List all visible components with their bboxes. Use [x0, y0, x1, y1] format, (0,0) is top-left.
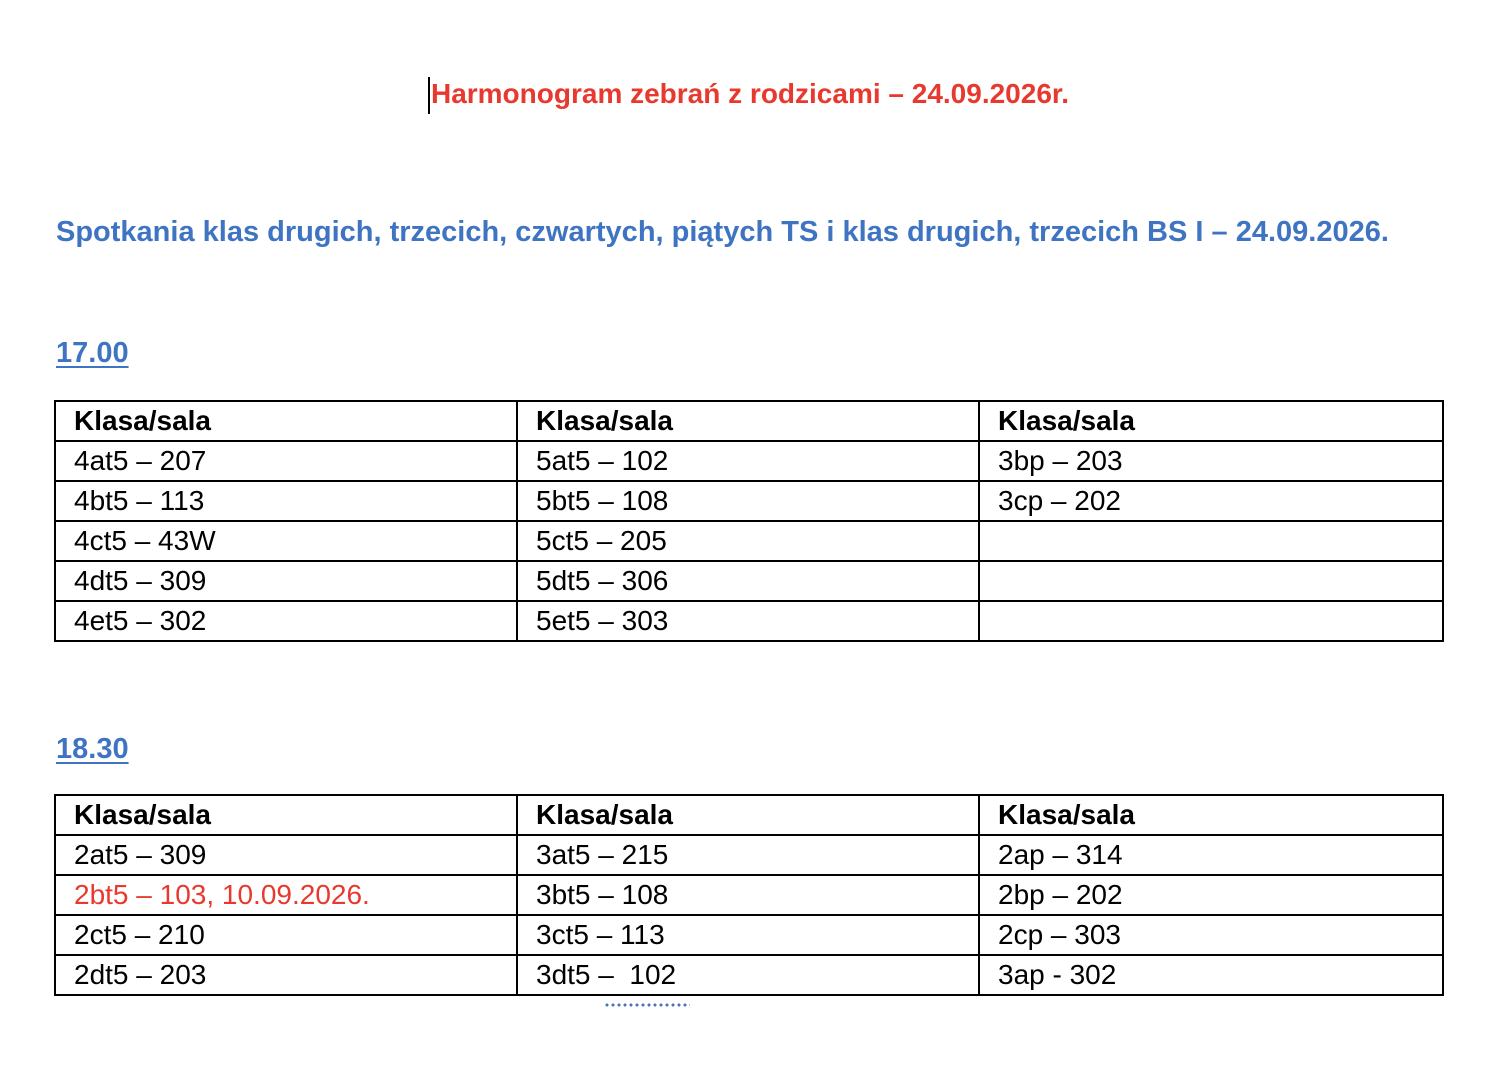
table-row: [55, 521, 1443, 561]
table-cell: 2bp – 202: [979, 875, 1443, 915]
table-cell: 2at5 – 309: [55, 835, 517, 875]
page-title: [0, 72, 1500, 116]
table-row: [55, 441, 1443, 481]
table-cell: 2cp – 303: [979, 915, 1443, 955]
title-text-wrap[interactable]: [431, 72, 1069, 116]
table-cell: 4at5 – 207: [55, 441, 517, 481]
table-row: [55, 835, 1443, 875]
table-cell: 5at5 – 102: [517, 441, 979, 481]
table-cell: 3bt5 – 108: [517, 875, 979, 915]
title-text: Harmonogram zebrań z rodzicami – 24.09.2026r.: [430, 78, 1070, 109]
table-cell: [979, 521, 1443, 561]
table-cell: 4dt5 – 309: [55, 561, 517, 601]
table-cell: 4bt5 – 113: [55, 481, 517, 521]
table-row: [55, 915, 1443, 955]
text-cursor: [428, 77, 430, 114]
table-cell: 5bt5 – 108: [517, 481, 979, 521]
table-header-row: [55, 401, 1443, 441]
table-row: [55, 601, 1443, 641]
table-cell: 5et5 – 303: [517, 601, 979, 641]
table-cell: 2dt5 – 203: [55, 955, 517, 995]
table-cell: 2ct5 – 210: [55, 915, 517, 955]
schedule-table-1830: [54, 794, 1444, 996]
table-cell: [979, 601, 1443, 641]
column-header: Klasa/sala: [979, 795, 1443, 835]
time-heading-1830: 18.30: [56, 733, 129, 765]
table-cell: 3bp – 203: [979, 441, 1443, 481]
table-row: [55, 561, 1443, 601]
table-header-row: [55, 795, 1443, 835]
table-cell: 3cp – 202: [979, 481, 1443, 521]
table-cell: 3at5 – 215: [517, 835, 979, 875]
section-subtitle: Spotkania klas drugich, trzecich, czwartych, piątych TS i klas drugich, trzecich BS I – 24.09.2026.: [56, 216, 1389, 248]
table-cell: 5ct5 – 205: [517, 521, 979, 561]
schedule-table-1700: [54, 400, 1444, 642]
table-cell: 2ap – 314: [979, 835, 1443, 875]
spellcheck-underline: [604, 1002, 690, 1008]
table-row: [55, 955, 1443, 995]
column-header: Klasa/sala: [55, 795, 517, 835]
column-header: Klasa/sala: [517, 795, 979, 835]
highlighted-cell: 2bt5 – 103, 10.09.2026.: [55, 875, 517, 915]
table-row: [55, 875, 1443, 915]
table-cell: [979, 561, 1443, 601]
table-cell: 3dt5 – 102: [517, 955, 979, 995]
table-cell: 4ct5 – 43W: [55, 521, 517, 561]
table-cell: 3ap - 302: [979, 955, 1443, 995]
table-cell: 5dt5 – 306: [517, 561, 979, 601]
column-header: Klasa/sala: [55, 401, 517, 441]
table-row: [55, 481, 1443, 521]
time-heading-1700: 17.00: [56, 337, 129, 369]
table-cell: 3ct5 – 113: [517, 915, 979, 955]
column-header: Klasa/sala: [979, 401, 1443, 441]
table-cell: 4et5 – 302: [55, 601, 517, 641]
column-header: Klasa/sala: [517, 401, 979, 441]
